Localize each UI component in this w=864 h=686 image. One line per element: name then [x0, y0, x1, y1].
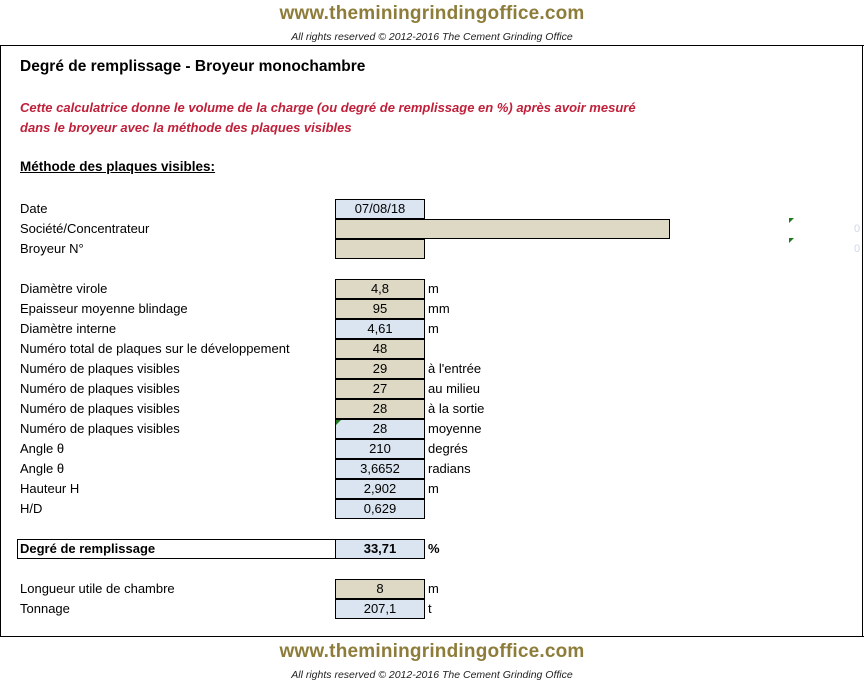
intro-line-2: dans le broyeur avec la méthode des plaques visibles: [20, 120, 352, 135]
cell-comment-marker-icon: [789, 238, 794, 243]
frame-right-border: [862, 46, 863, 636]
row-unit: t: [428, 601, 432, 616]
visible-plates-inlet-input[interactable]: 29: [335, 359, 425, 379]
row-label: Hauteur H: [20, 481, 80, 496]
row-unit: à l'entrée: [428, 361, 482, 376]
footer-divider: [0, 636, 864, 637]
row-unit: moyenne: [428, 421, 482, 436]
header-divider: [0, 45, 864, 46]
shell-diameter-input[interactable]: 4,8: [335, 279, 425, 299]
row-unit: m: [428, 281, 439, 296]
row-label: Numéro de plaques visibles: [20, 381, 180, 396]
row-unit: m: [428, 581, 439, 596]
cell-comment-marker-icon: [336, 420, 341, 425]
row-unit: m: [428, 321, 439, 336]
row-label: Tonnage: [20, 601, 70, 616]
row-unit: m: [428, 481, 439, 496]
date-label: Date: [20, 201, 48, 216]
angle-radians-output[interactable]: 3,6652: [335, 459, 425, 479]
row-unit: degrés: [428, 441, 468, 456]
row-label: Numéro de plaques visibles: [20, 401, 180, 416]
row-label: Diamètre interne: [20, 321, 117, 336]
header-site-url: www.theminingrindingoffice.com: [279, 3, 585, 24]
method-title: Méthode des plaques visibles:: [20, 159, 216, 174]
row-label: Numéro de plaques visibles: [20, 361, 180, 376]
tonnage-output[interactable]: 207,1: [335, 599, 425, 619]
visible-plates-outlet-input[interactable]: 28: [335, 399, 425, 419]
row-label: Longueur utile de chambre: [20, 581, 175, 596]
filling-degree-output[interactable]: 33,71: [335, 539, 425, 559]
intro-line-1: Cette calculatrice donne le volume de la charge (ou degré de remplissage en %) après avoir mesuré: [20, 100, 636, 115]
row-label: Angle θ: [20, 461, 65, 476]
mill-number-label: Broyeur N°: [20, 241, 84, 256]
angle-degrees-output[interactable]: 210: [335, 439, 425, 459]
row-unit: au milieu: [428, 381, 481, 396]
visible-plates-average-output[interactable]: 28: [335, 419, 425, 439]
offsheet-value: 0: [854, 243, 861, 255]
row-label: Angle θ: [20, 441, 65, 456]
row-unit: radians: [428, 461, 471, 476]
row-unit: à la sortie: [428, 401, 485, 416]
height-output[interactable]: 2,902: [335, 479, 425, 499]
cell-comment-marker-icon: [789, 218, 794, 223]
row-label: H/D: [20, 501, 43, 516]
total-plates-input[interactable]: 48: [335, 339, 425, 359]
row-label: Diamètre virole: [20, 281, 108, 296]
company-field[interactable]: [335, 219, 670, 239]
internal-diameter-output[interactable]: 4,61: [335, 319, 425, 339]
frame-left-border: [0, 46, 1, 636]
chamber-length-input[interactable]: 8: [335, 579, 425, 599]
row-label: Numéro total de plaques sur le développement: [20, 341, 290, 356]
footer-site-url: www.theminingrindingoffice.com: [279, 641, 585, 662]
h-over-d-output[interactable]: 0,629: [335, 499, 425, 519]
visible-plates-middle-input[interactable]: 27: [335, 379, 425, 399]
result-label: Degré de remplissage: [20, 541, 156, 556]
result-unit: %: [428, 541, 440, 556]
offsheet-value: 0: [854, 223, 861, 235]
row-label: Numéro de plaques visibles: [20, 421, 180, 436]
liner-thickness-input[interactable]: 95: [335, 299, 425, 319]
company-label: Société/Concentrateur: [20, 221, 150, 236]
mill-number-field[interactable]: [335, 239, 425, 259]
row-unit: mm: [428, 301, 450, 316]
row-label: Epaisseur moyenne blindage: [20, 301, 188, 316]
header-copyright: All rights reserved © 2012-2016 The Cement Grinding Office: [291, 31, 573, 43]
footer-copyright: All rights reserved © 2012-2016 The Cement Grinding Office: [291, 669, 573, 681]
page-title: Degré de remplissage - Broyeur monochambre: [20, 58, 366, 75]
date-field[interactable]: 07/08/18: [335, 199, 425, 219]
